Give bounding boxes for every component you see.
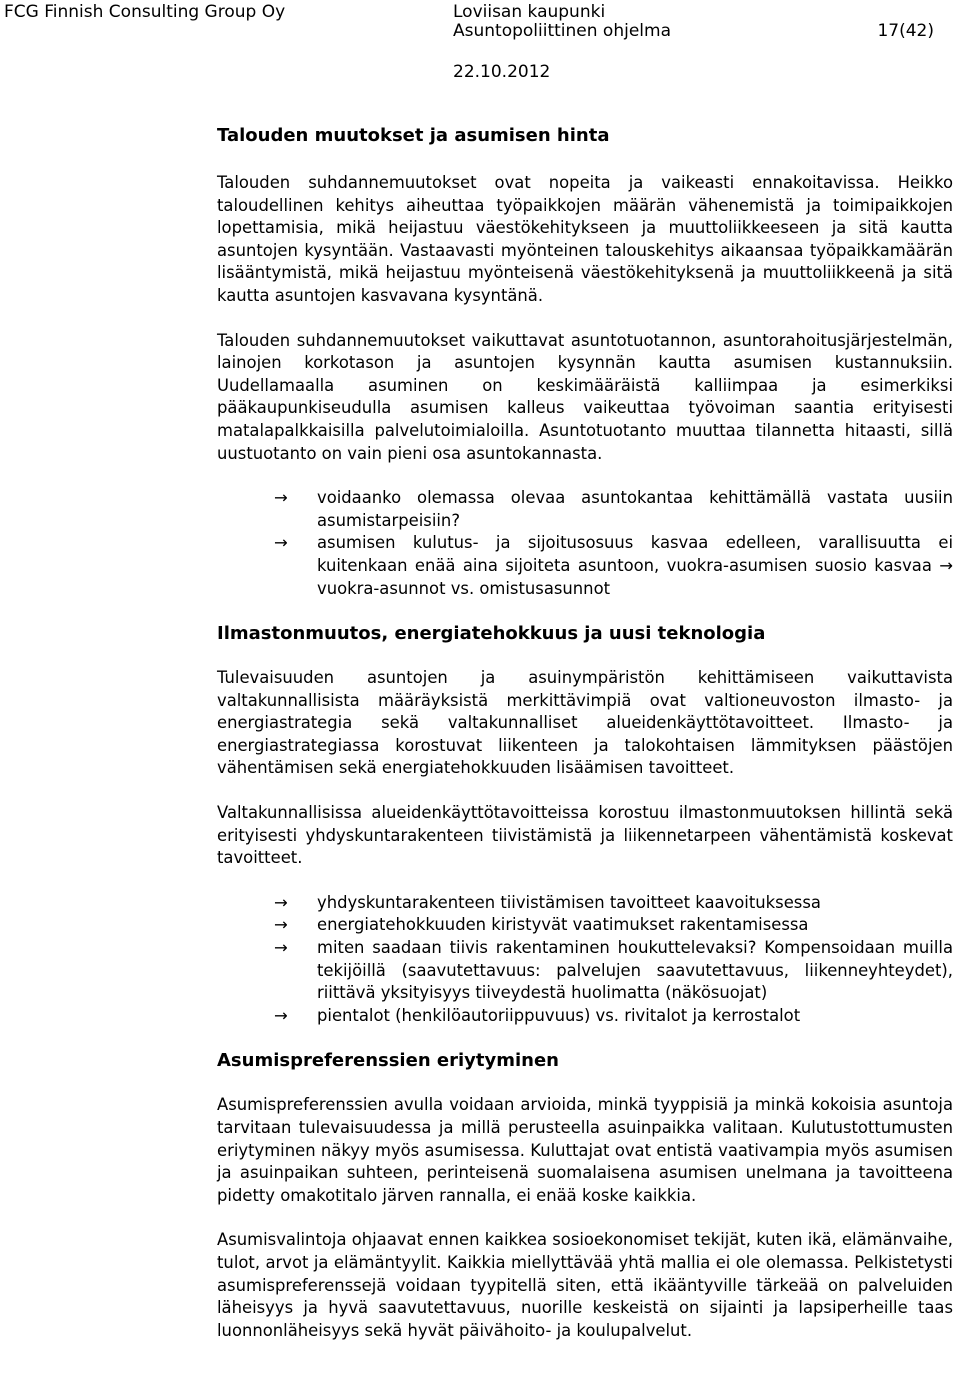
company-name: FCG Finnish Consulting Group Oy: [4, 2, 286, 22]
arrow-icon: →: [274, 938, 288, 958]
list-item: → pientalot (henkilöautoriippuvuus) vs. rivitalot ja kerrostalot: [217, 1005, 953, 1028]
paragraph: Asumispreferenssien avulla voidaan arvioida, minkä tyyppisiä ja minkä kokoisia asuntoja tarvitaan tulevaisuudessa ja millä perusteella asuinpaikka valitaan. Kulutustottumusten eriytyminen näkyy myös asumisessa. Kuluttajat ovat entistä vaativampia myös asumisen ja asuinpaikan suhteen, perinteisenä suomalaisena asumisen unelmana ja tavoitteena pidetty omakotitalo järven rannalla, ei enää koske kaikkia.: [217, 1095, 953, 1205]
arrow-icon: →: [274, 488, 288, 508]
document-body: [217, 124, 953, 1342]
municipality-name: Loviisan kaupunki: [453, 2, 606, 22]
arrow-icon: →: [274, 915, 288, 935]
arrow-icon: →: [274, 533, 288, 553]
section-heading: Talouden muutokset ja asumisen hinta: [217, 125, 610, 146]
section-heading: Ilmastonmuutos, energiatehokkuus ja uusi teknologia: [217, 623, 766, 645]
list-item: → asumisen kulutus- ja sijoitusosuus kasvaa edelleen, varallisuutta ei kuitenkaan enää aina sijoiteta asuntoon, vuokra-asumisen suosio kasvaa → vuokra-asunnot vs. omistusasunnot: [274, 533, 953, 598]
bullet-list: [217, 487, 953, 600]
paragraph: Talouden suhdannemuutokset vaikuttavat asuntotuotannon, asuntorahoitusjärjestelmän, lainojen korkotason ja asuntojen kysynnän kautta asumisen kustannuksiin. Uudellamaalla asuminen on keskimääräistä kalliimpaa ja esimerkiksi pääkaupunkiseudulla asumisen kalleus vaikeuttaa työvoiman saantia erityisesti matalapalkkaisilla palvelutoimialoilla. Asuntotuotanto muuttaa tilannetta hitaasti, sillä uustuotanto on vain pieni osa asuntokannasta.: [217, 330, 953, 463]
arrow-icon: →: [274, 1005, 288, 1025]
paragraph: Talouden suhdannemuutokset ovat nopeita ja vaikeasti ennakoitavissa. Heikko taloudellinen kehitys aiheuttaa työpaikkojen määrän vähenemistä ja toimipaikkojen lopettamisia, mikä heijastuu väestökehitykseen ja muuttoliikkeeseen ja sitä kautta asuntojen kysyntään. Vastaavasti myönteinen talouskehitys aikaansaa työpaikkamäärän lisääntymistä, mikä heijastuu myönteisenä väestökehityksenä ja muuttoliikkeenä ja sitä kautta asuntojen kasvavana kysyntänä.: [217, 173, 953, 305]
list-item: → energiatehokkuuden kiristyvät vaatimukset rakentamisessa: [217, 914, 953, 937]
document-date: 22.10.2012: [453, 62, 551, 82]
arrow-icon: →: [274, 892, 288, 912]
list-item: → voidaanko olemassa olevaa asuntokantaa kehittämällä vastata uusiin asumistarpeisiin?: [274, 488, 953, 530]
page-number: 17(42): [877, 21, 934, 41]
paragraph: Tulevaisuuden asuntojen ja asuinympäristön kehittämiseen vaikuttavista valtakunnallisista määräyksistä merkittävimpiä ovat valtioneuvoston ilmasto- ja energiastrategia sekä valtakunnalliset alueidenkäyttötavoitteet. Ilmasto- ja energiastrategiassa korostuvat liikenteen ja talokohtaisen lämmityksen päästöjen vähentämisen sekä energiatehokkuuden lisäämisen tavoitteet.: [217, 668, 953, 778]
list-item: → miten saadaan tiivis rakentaminen houkuttelevaksi? Kompensoidaan muilla tekijöillä (saavutettavuus: palvelujen saavutettavuus, liikenneyhteydet), riittävä yksityisyys tiiveydestä huolimatta (näkösuojat): [274, 938, 953, 1003]
section-heading: Asumispreferenssien eriytyminen: [217, 1050, 559, 1072]
list-item: → yhdyskuntarakenteen tiivistämisen tavoitteet kaavoituksessa: [217, 892, 953, 915]
program-title: Asuntopoliittinen ohjelma: [453, 21, 671, 41]
bullet-list: [217, 892, 953, 1028]
page-header: [0, 0, 960, 90]
paragraph: Valtakunnallisissa alueidenkäyttötavoitteissa korostuu ilmastonmuutoksen hillintä sekä erityisesti yhdyskuntarakenteen tiivistämistä ja liikennetarpeen vähentämistä koskevat tavoitteet.: [217, 803, 953, 868]
paragraph: Asumisvalintoja ohjaavat ennen kaikkea sosioekonomiset tekijät, kuten ikä, elämänvaihe, tulot, arvot ja elämäntyylit. Kaikkia miellyttävää yhtä mallia ei ole olemassa. Pelkistetysti asumispreferenssejä voidaan tyypitellä siten, että ikääntyville tärkeää on palveluiden läheisyys ja hyvä saavutettavuus, nuorille keskeistä on sijainti ja lapsiperheille taas luonnonläheisyys sekä hyvät päivähoito- ja koulupalvelut.: [217, 1230, 953, 1340]
